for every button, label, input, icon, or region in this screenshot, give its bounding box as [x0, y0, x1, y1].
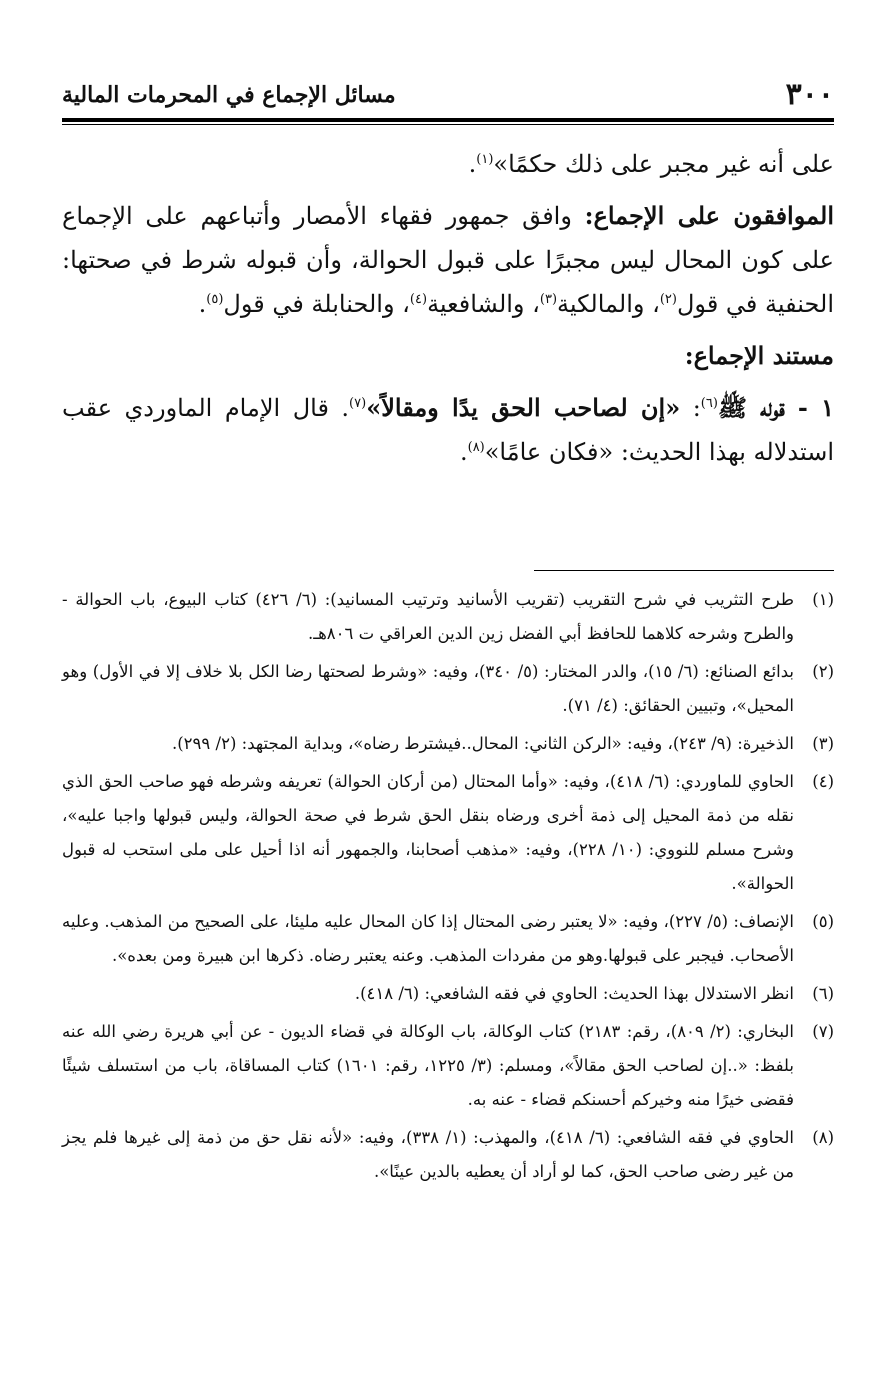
footnote-text: طرح التثريب في شرح التقريب (تقريب الأسانيد وترتيب المسانيد): (٦/ ٤٢٦) كتاب البيوع، باب الحوالة - والطرح وشرحه كلاهما للحافظ أبي الفضل زين الدين العراقي ت ٨٠٦هـ. [62, 590, 795, 643]
footnote-3 [62, 727, 834, 761]
footnote-5 [62, 905, 834, 973]
paragraph-text: : [680, 394, 701, 422]
footnote-text: الحاوي في فقه الشافعي: (٦/ ٤١٨)، والمهذب: (١/ ٣٣٨)، وفيه: «لأنه نقل حق من ذمة إلى غيرها فلم يجز من غير رضى صاحب الحق، كما لو أراد أن يعطيه بالدين عينًا». [62, 1128, 795, 1181]
paragraph-end: . [459, 438, 468, 466]
footnote-ref: (٤) [409, 292, 428, 307]
hadith-quote: «إن لصاحب الحق يدًا ومقالاً» [366, 393, 681, 422]
footnote-ref: (١) [476, 152, 494, 167]
footnote-1 [62, 583, 834, 651]
book-page [62, 0, 834, 1393]
paragraph-text: وافق جمهور فقهاء الأمصار وأتباعهم على الإجماع على كون المحال ليس مجبرًا على قبول الحوالة، وأن قبوله شرط في صحتها: الحنفية في قول [62, 202, 834, 318]
footnote-text: الإنصاف: (٥/ ٢٢٧)، وفيه: «لا يعتبر رضى المحتال إذا كان المحال عليه مليئا، على الصحيح من المذهب. وعليه الأصحاب. فيجبر على قبولها.وهو من مفردات المذهب. وعنه يعتبر رضاه. ذكرها ابن هبيرة ومن بعده». [62, 912, 794, 965]
paragraph-2 [62, 194, 834, 326]
paragraph-text: ، والحنابلة في قول [223, 290, 410, 318]
footnote-text: الذخيرة: (٩/ ٢٤٣)، وفيه: «الركن الثاني: المحال..فيشترط رضاه»، وبداية المجتهد: (٢/ ٢٩٩). [171, 734, 794, 753]
footnote-ref: (٧) [349, 396, 367, 411]
page-number: ٣٠٠ [785, 77, 834, 112]
paragraph-4 [62, 386, 834, 474]
footnote-number: (٢) [812, 662, 834, 681]
footnotes [62, 583, 834, 1193]
paragraph-text: ، والشافعية [427, 290, 540, 318]
paragraph-text: . قال الإمام الماوردي عقب استدلاله بهذا الحديث: «فكان عامًا» [62, 394, 834, 466]
footnote-text: الحاوي للماوردي: (٦/ ٤١٨)، وفيه: «وأما المحتال (من أركان الحوالة) تعريفه وشرطه فهو صاحب الحق الذي نقله من ذمة المحيل إلى ذمة أخرى ورضاه بنقل الحق شرط في صحة الحوالة، وليس قبولها واجبا عليه»، وشرح مسلم للنووي: (١٠/ ٢٢٨)، وفيه: «مذهب أصحابنا، والجمهور أنه اذا أحيل على ملى استحب له قبول الحوالة». [62, 772, 794, 893]
footnote-ref: (٨) [467, 440, 485, 455]
footnote-6 [62, 977, 834, 1011]
footnote-number: (٦) [812, 984, 834, 1003]
footnote-ref: (٣) [539, 292, 558, 307]
footnote-number: (٣) [812, 734, 834, 753]
footnote-text: البخاري: (٢/ ٨٠٩)، رقم: ٢١٨٣) كتاب الوكالة، باب الوكالة في قضاء الديون - عن أبي هريرة رضي الله عنه بلفظ: «..إن لصاحب الحق مقالاً»، ومسلم: (٣/ ١٢٢٥، رقم: ١٦٠١) كتاب المساقاة، باب من استسلف شيئًا فقضى خيرًا منه وخيركم أحسنكم قضاء - عنه به. [62, 1022, 794, 1109]
paragraph-text: ١ - قوله ﷺ [717, 393, 834, 422]
footnote-number: (١) [812, 590, 834, 609]
footnote-4 [62, 765, 834, 901]
footnote-number: (٥) [812, 912, 834, 931]
page-header [62, 72, 834, 118]
footnote-7 [62, 1015, 834, 1117]
paragraph-text: ، والمالكية [557, 290, 660, 318]
section-lead: الموافقون على الإجماع: [584, 201, 834, 230]
paragraph-end: . [468, 150, 477, 178]
paragraph-text: على أنه غير مجبر على ذلك حكمًا» [493, 150, 834, 178]
footnote-text: بدائع الصنائع: (٦/ ١٥)، والدر المختار: (٥/ ٣٤٠)، وفيه: «وشرط لصحتها رضا الكل بلا خلاف إلا في الأول) وهو المحيل»، وتبيين الحقائق: (٤/ ٧١). [62, 662, 795, 715]
footnote-number: (٤) [812, 772, 834, 791]
footnote-number: (٨) [812, 1128, 834, 1147]
paragraph-1 [62, 142, 834, 186]
header-rule [62, 118, 834, 122]
paragraph-3 [62, 334, 834, 378]
footnote-ref: (٦) [700, 396, 718, 411]
footnote-separator [534, 570, 834, 571]
footnote-ref: (٥) [206, 292, 224, 307]
footnote-text: انظر الاستدلال بهذا الحديث: الحاوي في فقه الشافعي: (٦/ ٤١٨). [354, 984, 794, 1003]
footnote-8 [62, 1121, 834, 1189]
main-text [62, 142, 834, 474]
footnote-ref: (٢) [659, 292, 677, 307]
paragraph-end: . [198, 290, 207, 318]
running-title: مسائل الإجماع في المحرمات المالية [62, 82, 396, 108]
footnote-2 [62, 655, 834, 723]
section-heading: مستند الإجماع: [684, 341, 834, 370]
footnote-number: (٧) [812, 1022, 834, 1041]
